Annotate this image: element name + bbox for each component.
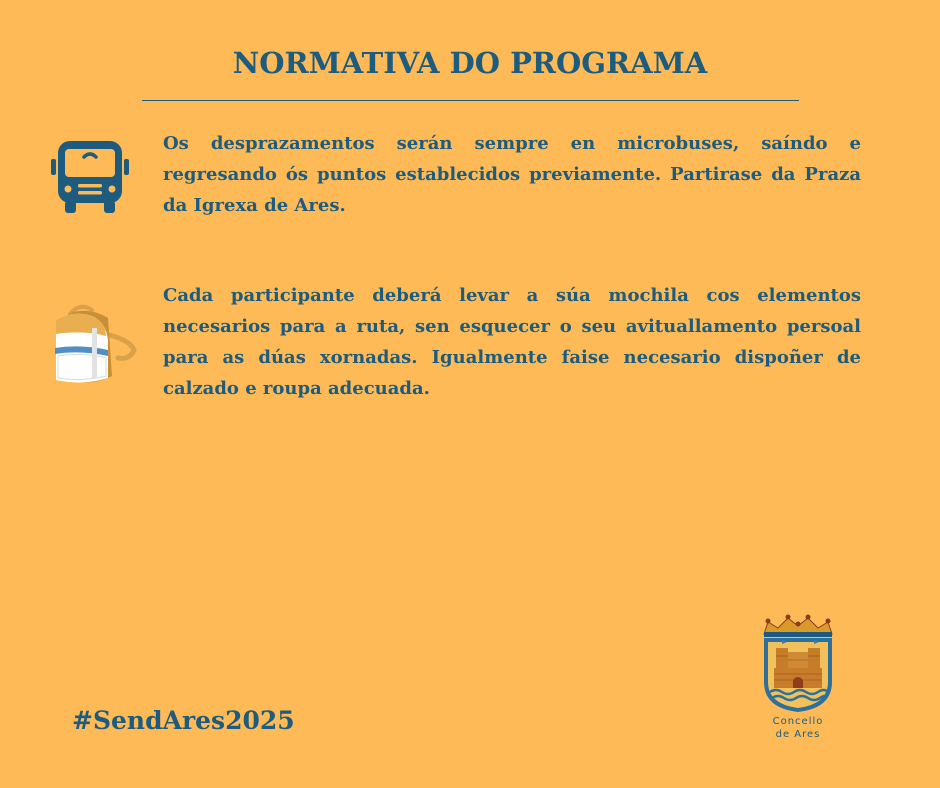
rule-text-backpack: Cada participante deberá levar a súa mochila cos elementos necesarios para a ruta, sen esquecer o seu avituallamento persoal para as dúas xornadas. Igualmente faise necesario dispoñer de calzado e roupa adecuada. (163, 285, 861, 399)
coat-of-arms-icon (756, 612, 840, 714)
bus-icon (51, 137, 129, 215)
hashtag: #SendAres2025 (72, 706, 295, 735)
backpack-icon (48, 300, 138, 388)
title-divider (142, 100, 799, 101)
logo-text-line-1: Concello (772, 716, 824, 727)
rule-text-transport: Os desprazamentos serán sempre en microbuses, saíndo e regresando ós puntos establecidos previamente. Partirase da Praza da Igrexa de Ares. (163, 133, 861, 216)
page-title: NORMATIVA DO PROGRAMA (232, 46, 708, 80)
logo-text-line-2: de Ares (775, 729, 821, 740)
